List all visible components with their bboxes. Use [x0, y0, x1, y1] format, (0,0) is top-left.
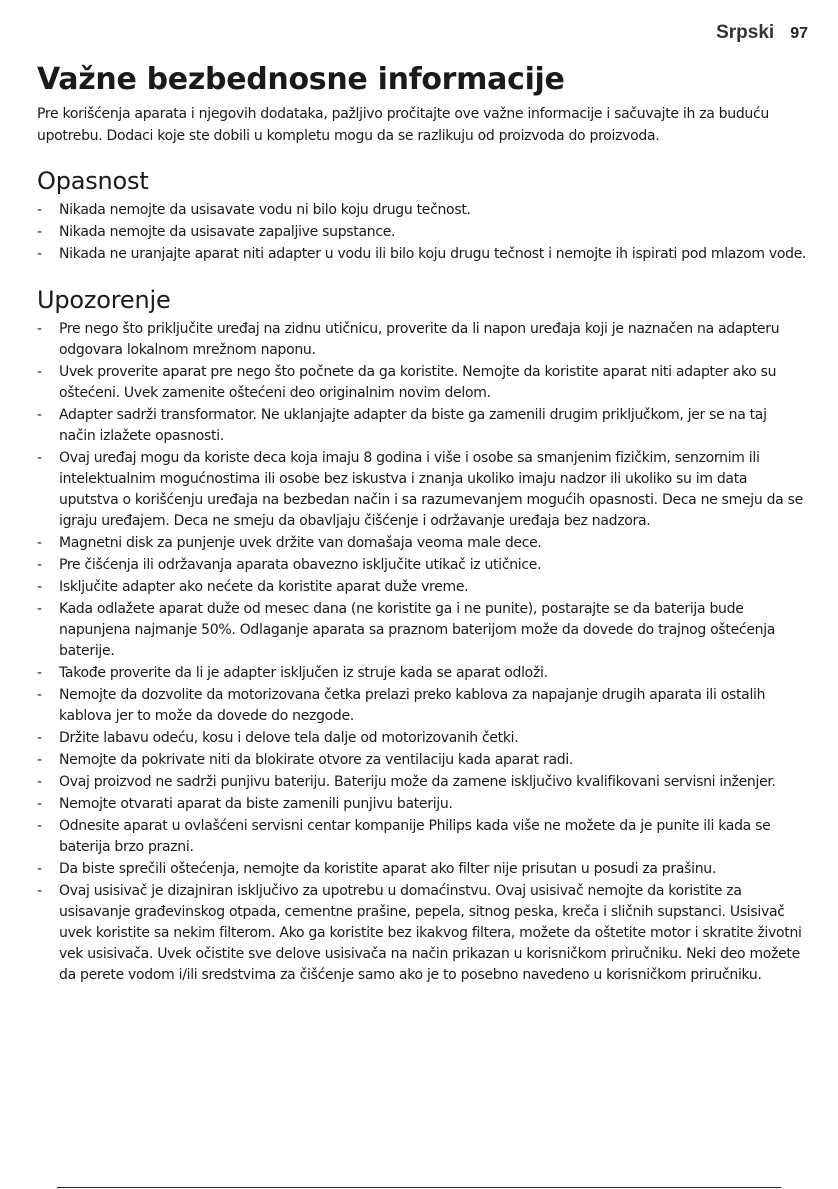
list-item: [37, 319, 807, 361]
list-item: [37, 200, 807, 221]
bullet-dash: -: [37, 535, 42, 551]
danger-heading: Opasnost: [37, 167, 149, 195]
bullet-dash: -: [37, 730, 42, 746]
list-item-text: Magnetni disk za punjenje uvek držite van domašaja veoma male dece.: [59, 535, 542, 551]
bullet-dash: -: [37, 557, 42, 573]
list-item: [37, 599, 807, 662]
list-item-text: Nemojte otvarati aparat da biste zamenili punjivu bateriju.: [59, 796, 453, 812]
list-item: [37, 448, 807, 532]
bullet-dash: -: [37, 883, 42, 899]
list-item-text: Pre nego što priključite uređaj na zidnu utičnicu, proverite da li napon uređaja koji je naznačen na adapteru odgovara lokalnom mrežnom naponu.: [59, 321, 780, 358]
list-item: [37, 685, 807, 727]
warning-heading: Upozorenje: [37, 286, 171, 314]
bullet-dash: -: [37, 202, 42, 218]
list-item: [37, 244, 807, 265]
footer-divider: [57, 1187, 781, 1188]
bullet-dash: -: [37, 407, 42, 423]
list-item-text: Ovaj proizvod ne sadrži punjivu bateriju. Bateriju može da zamene isključivo kvalifikovani servisni inženjer.: [59, 774, 776, 790]
bullet-dash: -: [37, 321, 42, 337]
bullet-dash: -: [37, 224, 42, 240]
list-item-text: Nemojte da pokrivate niti da blokirate otvore za ventilaciju kada aparat radi.: [59, 752, 574, 768]
list-item-text: Nemojte da dozvolite da motorizovana četka prelazi preko kablova za napajanje drugih aparata ili ostalih kablova jer to može da dovede do nezgode.: [59, 687, 766, 724]
list-item-text: Da biste sprečili oštećenja, nemojte da koristite aparat ako filter nije prisutan u posudi za prašinu.: [59, 861, 716, 877]
list-item-text: Nikada nemojte da usisavate vodu ni bilo koju drugu tečnost.: [59, 202, 471, 218]
list-item: [37, 362, 807, 404]
list-item: [37, 816, 807, 858]
list-item: [37, 222, 807, 243]
bullet-dash: -: [37, 246, 42, 262]
list-item-text: Adapter sadrži transformator. Ne uklanjajte adapter da biste ga zamenili drugim priključkom, jer se na taj način izlažete opasnosti.: [59, 407, 767, 444]
bullet-dash: -: [37, 665, 42, 681]
list-item-text: Uvek proverite aparat pre nego što počnete da ga koristite. Nemojte da koristite aparat niti adapter ako su oštećeni. Uvek zamenite oštećeni deo originalnim novim delom.: [59, 364, 777, 401]
list-item: [37, 881, 807, 986]
warning-list: [37, 319, 807, 986]
list-item-text: Pre čišćenja ili održavanja aparata obavezno isključite utikač iz utičnice.: [59, 557, 542, 573]
bullet-dash: -: [37, 774, 42, 790]
list-item: [37, 533, 807, 554]
list-item: [37, 859, 807, 880]
list-item: [37, 405, 807, 447]
bullet-dash: -: [37, 687, 42, 703]
bullet-dash: -: [37, 796, 42, 812]
list-item-text: Takođe proverite da li je adapter isključen iz struje kada se aparat odloži.: [59, 665, 548, 681]
list-item-text: Nikada nemojte da usisavate zapaljive supstance.: [59, 224, 396, 240]
list-item-text: Ovaj uređaj mogu da koriste deca koja imaju 8 godina i više i osobe sa smanjenim fizičkim, senzornim ili intelektualnim mogućnostima ili osobe bez iskustva i znanja ukoliko imaju nadzor ili ukoliko su im data uputstva o korišćenju uređaja na bezbedan način i sa razumevanjem mogućih opasnosti. Deca ne smeju da se igraju uređajem. Deca ne smeju da obavljaju čišćenje i održavanje uređaja bez nadzora.: [59, 450, 803, 529]
bullet-dash: -: [37, 818, 42, 834]
list-item-text: Kada odlažete aparat duže od mesec dana (ne koristite ga i ne punite), postarajte se da baterija bude napunjena najmanje 50%. Odlaganje aparata sa praznom baterijom može da dovede do trajnog oštećenja baterije.: [59, 601, 776, 659]
document-body: [37, 60, 807, 987]
list-item: [37, 794, 807, 815]
bullet-dash: -: [37, 861, 42, 877]
list-item: [37, 577, 807, 598]
list-item: [37, 728, 807, 749]
bullet-dash: -: [37, 601, 42, 617]
list-item: [37, 555, 807, 576]
bullet-dash: -: [37, 450, 42, 466]
list-item-text: Nikada ne uranjajte aparat niti adapter u vodu ili bilo koju drugu tečnost i nemojte ih ispirati pod mlazom vode.: [59, 246, 807, 262]
bullet-dash: -: [37, 752, 42, 768]
bullet-dash: -: [37, 579, 42, 595]
header-language: Srpski: [716, 22, 775, 43]
page-header: [716, 22, 808, 44]
danger-list: [37, 200, 807, 265]
list-item: [37, 772, 807, 793]
list-item-text: Odnesite aparat u ovlašćeni servisni centar kompanije Philips kada više ne možete da je punite ili kada se baterija brzo prazni.: [59, 818, 771, 855]
bullet-dash: -: [37, 364, 42, 380]
page-title: Važne bezbednosne informacije: [37, 62, 565, 97]
list-item-text: Držite labavu odeću, kosu i delove tela dalje od motorizovanih četki.: [59, 730, 519, 746]
list-item-text: Isključite adapter ako nećete da koristite aparat duže vreme.: [59, 579, 469, 595]
list-item: [37, 663, 807, 684]
list-item: [37, 750, 807, 771]
list-item-text: Ovaj usisivač je dizajniran isključivo za upotrebu u domaćinstvu. Ovaj usisivač nemojte da koristite za usisavanje građevinskog otpada, cementne prašine, pepela, sitnog peska, kreča i sličnih supstanci. Usisivač uvek koristite sa nekim filterom. Ako ga koristite bez ikakvog filtera, možete da oštetite motor i skratite životni vek usisivača. Uvek očistite sve delove usisivača na način prikazan u korisničkom priručniku. Neki deo možete da perete vodom i/ili sredstvima za čišćenje samo ako je to posebno navedeno u korisničkom priručniku.: [59, 883, 802, 983]
intro-paragraph: Pre korišćenja aparata i njegovih dodataka, pažljivo pročitajte ove važne informacije i sačuvajte ih za buduću upotrebu. Dodaci koje ste dobili u kompletu mogu da se razlikuju od proizvoda do proizvoda.: [37, 106, 769, 144]
page-number: 97: [790, 25, 808, 42]
